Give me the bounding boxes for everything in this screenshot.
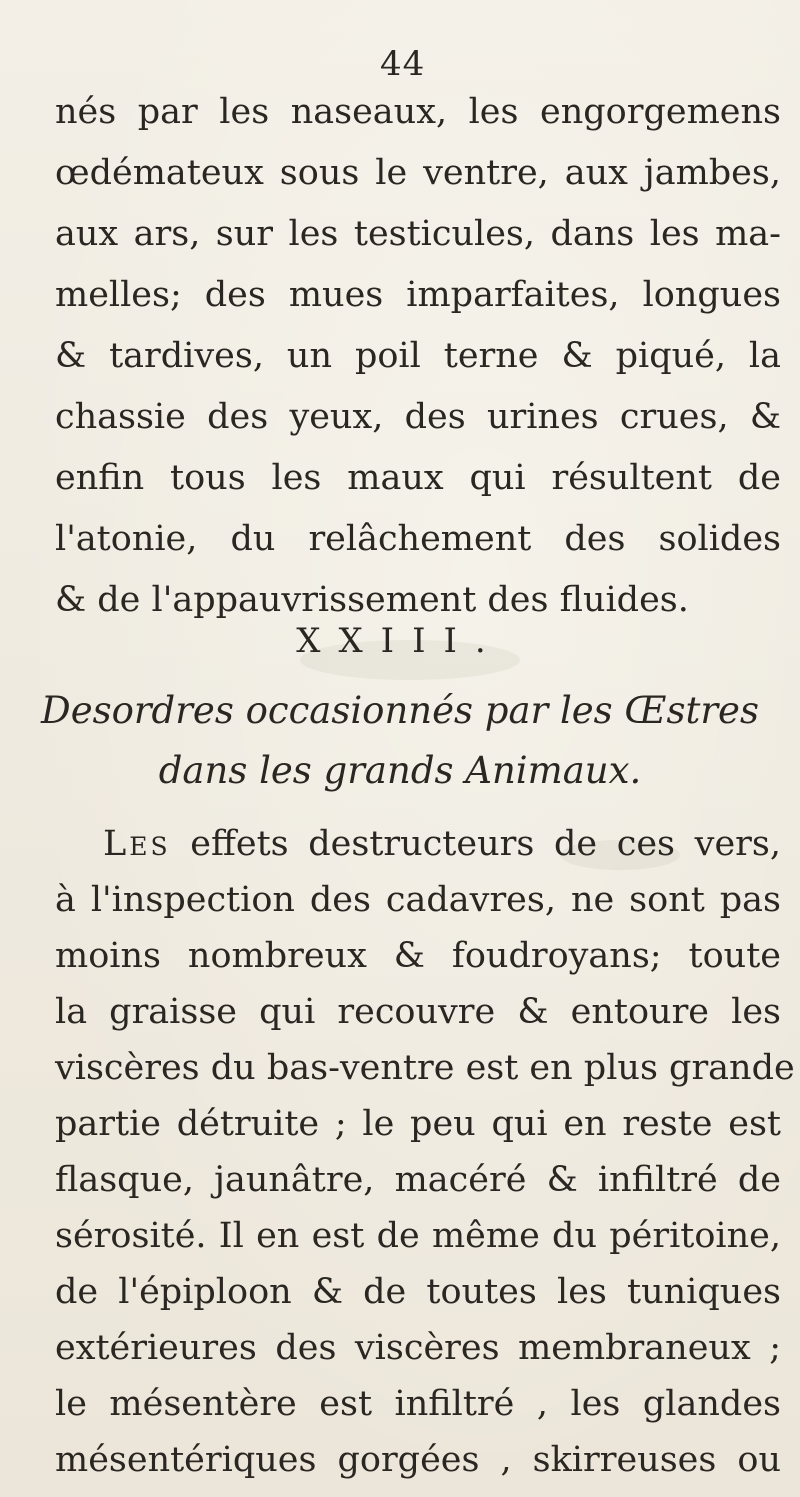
text-line: nés par les naseaux, les engorgemens bbox=[55, 92, 781, 132]
text-line: extérieures des viscères membraneux ; bbox=[55, 1328, 781, 1368]
text-line bbox=[103, 822, 781, 866]
text-line: flasque, jaunâtre, macéré & infiltré de bbox=[55, 1160, 781, 1200]
page-number: 44 bbox=[380, 44, 426, 84]
text-line: enfin tous les maux qui résultent de bbox=[55, 458, 781, 498]
text-line: & tardives, un poil terne & piqué, la bbox=[55, 336, 781, 376]
text-line: melles; des mues imparfaites, longues bbox=[55, 275, 781, 315]
text-line: partie détruite ; le peu qui en reste est bbox=[55, 1104, 781, 1144]
first-line-rest: effets destructeurs de ces vers, bbox=[190, 824, 781, 864]
text-line: la graisse qui recouvre & entoure les bbox=[55, 992, 781, 1032]
text-line: moins nombreux & foudroyans; toute bbox=[55, 936, 781, 976]
text-line: œdémateux sous le ventre, aux jambes, bbox=[55, 153, 781, 193]
section-number: XXIII. bbox=[296, 621, 504, 661]
text-line: mésentériques gorgées , skirreuses ou bbox=[55, 1440, 781, 1480]
section-title-line-1: Desordres occasionnés par les Œstres bbox=[41, 689, 759, 732]
text-line: aux ars, sur les testicules, dans les ma- bbox=[55, 214, 781, 254]
initial-word: Les bbox=[103, 824, 171, 864]
text-line: à l'inspection des cadavres, ne sont pas bbox=[55, 880, 781, 920]
text-line: sérosité. Il en est de même du péritoine, bbox=[55, 1216, 781, 1256]
text-line: viscères du bas-ventre est en plus grande bbox=[55, 1048, 795, 1088]
section-title-line-2: dans les grands Animaux. bbox=[158, 749, 642, 792]
text-line: & de l'appauvrissement des fluides. bbox=[55, 580, 689, 620]
text-line: l'atonie, du relâchement des solides bbox=[55, 519, 781, 559]
text-line: le mésentère est infiltré , les glandes bbox=[55, 1384, 781, 1424]
text-line: de l'épiploon & de toutes les tuniques bbox=[55, 1272, 781, 1312]
text-line: chassie des yeux, des urines crues, & bbox=[55, 397, 781, 437]
